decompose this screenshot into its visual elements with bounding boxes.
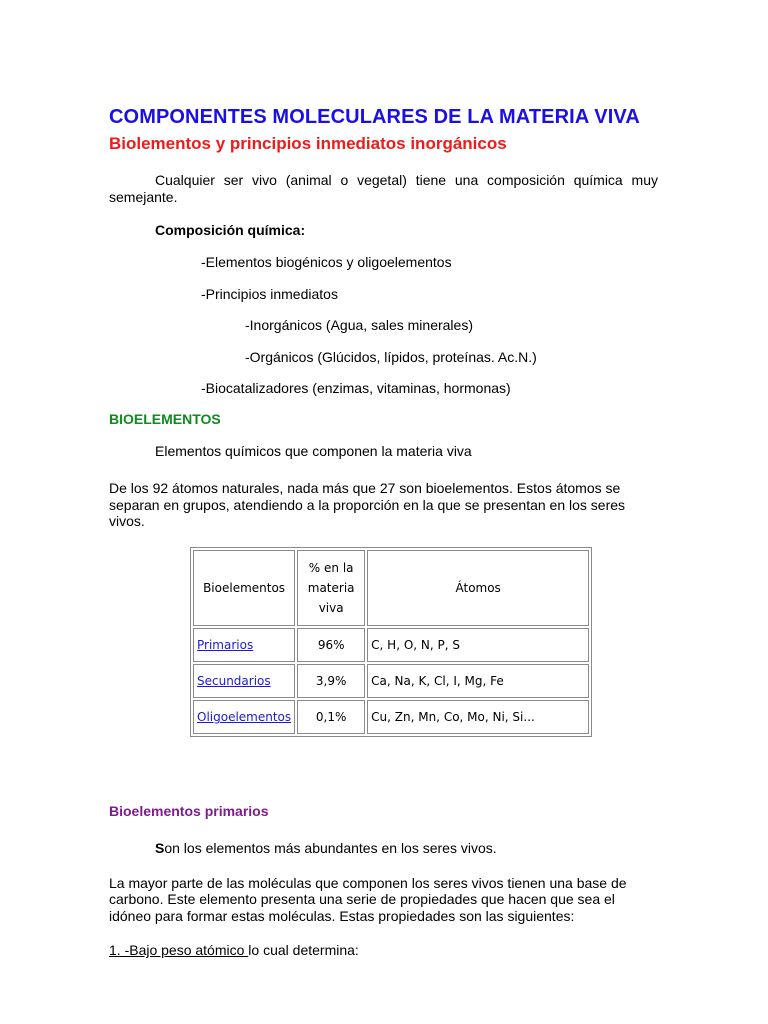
- oligoelementos-link[interactable]: Oligoelementos: [197, 710, 292, 724]
- primarios-heading: Bioelementos primarios: [109, 803, 269, 819]
- row-percent: 3,9%: [297, 664, 365, 698]
- carbono-line-1: La mayor parte de las moléculas que componen los seres vivos tienen una base de: [109, 875, 627, 891]
- primarios-paragraph-text: on los elementos más abundantes en los seres vivos.: [164, 840, 497, 856]
- row-atoms: Ca, Na, K, Cl, I, Mg, Fe: [367, 664, 589, 698]
- composition-item-5: -Biocatalizadores (enzimas, vitaminas, hormonas): [201, 380, 511, 396]
- bioelementos-heading: BIOELEMENTOS: [109, 411, 221, 427]
- table-row: [193, 628, 589, 662]
- row-percent: 96%: [297, 628, 365, 662]
- composition-heading: Composición química:: [155, 222, 306, 238]
- bioelementos-definition: Elementos químicos que componen la materia viva: [155, 443, 472, 459]
- row-percent: 0,1%: [297, 700, 365, 734]
- header-percent-line-2: materia: [307, 581, 355, 595]
- table-header-row: [193, 550, 589, 626]
- primarios-drop-letter: S: [155, 840, 165, 856]
- table-row: [193, 700, 589, 734]
- composition-item-4: -Orgánicos (Glúcidos, lípidos, proteínas. Ac.N.): [245, 349, 537, 365]
- point-1-rest: lo cual determina:: [248, 942, 359, 958]
- page-title: COMPONENTES MOLECULARES DE LA MATERIA VIVA: [109, 106, 640, 128]
- composition-item-3: -Inorgánicos (Agua, sales minerales): [245, 317, 473, 333]
- carbono-line-2: carbono. Este elemento presenta una serie de propiedades que hacen que sea el: [109, 891, 615, 907]
- header-percent: [297, 550, 365, 626]
- intro-paragraph: Cualquier ser vivo (animal o vegetal) tiene una composición química muy semejante.: [109, 172, 658, 205]
- bioelements-table: [190, 547, 592, 737]
- bio-paragraph-line-2: separan en grupos, atendiendo a la proporción en la que se presentan en los seres: [109, 497, 626, 513]
- header-bioelementos: Bioelementos: [193, 550, 295, 626]
- header-atomos: Átomos: [367, 550, 589, 626]
- composition-item-2: -Principios inmediatos: [201, 286, 338, 302]
- header-percent-line-1: % en la: [308, 561, 354, 575]
- row-atoms: Cu, Zn, Mn, Co, Mo, Ni, Si...: [367, 700, 589, 734]
- bio-paragraph-line-3: vivos.: [109, 513, 145, 529]
- point-1-underlined: 1. -Bajo peso atómico: [109, 942, 249, 958]
- row-name-cell: [193, 700, 295, 734]
- page-subtitle: Biolementos y principios inmediatos inorgánicos: [109, 134, 507, 153]
- table-row: [193, 664, 589, 698]
- composition-item-1: -Elementos biogénicos y oligoelementos: [201, 254, 452, 270]
- bio-paragraph-line-1: De los 92 átomos naturales, nada más que 27 son bioelementos. Estos átomos se: [109, 480, 621, 496]
- header-percent-line-3: viva: [318, 601, 344, 615]
- primarios-link[interactable]: Primarios: [197, 638, 254, 652]
- row-atoms: C, H, O, N, P, S: [367, 628, 589, 662]
- secundarios-link[interactable]: Secundarios: [197, 674, 271, 688]
- carbono-line-3: idóneo para formar estas moléculas. Estas propiedades son las siguientes:: [109, 908, 575, 924]
- row-name-cell: [193, 628, 295, 662]
- point-1: [109, 942, 359, 959]
- primarios-paragraph: [155, 840, 497, 857]
- row-name-cell: [193, 664, 295, 698]
